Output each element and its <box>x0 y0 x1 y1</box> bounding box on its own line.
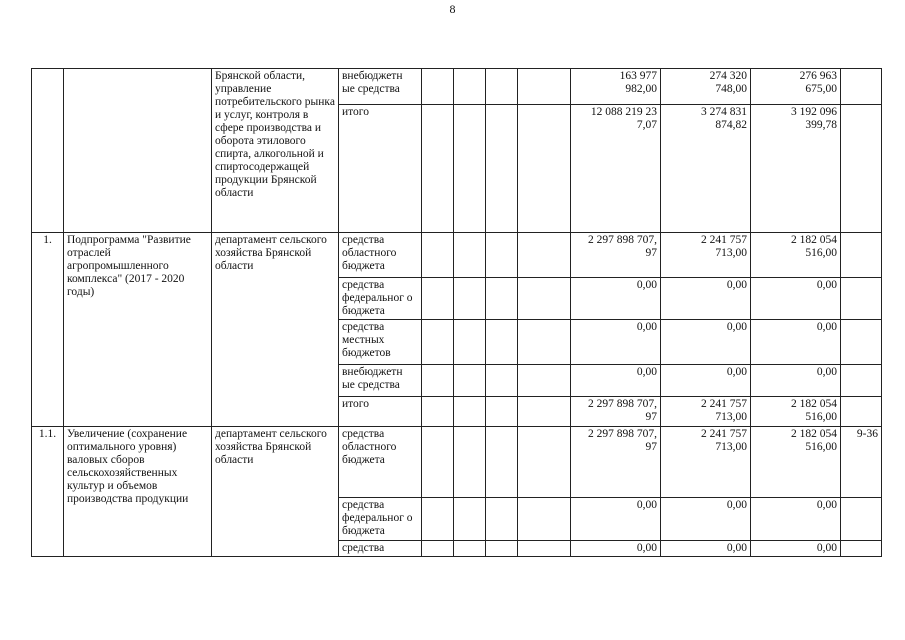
amount-2020: 2 182 054 516,00 <box>751 233 841 278</box>
table-row <box>32 233 882 278</box>
amount-2018: 163 977 982,00 <box>571 69 661 105</box>
funding-source: средства областного бюджета <box>339 233 422 278</box>
amount-2019: 0,00 <box>661 365 751 397</box>
executor: Брянской области, управление потребительского рынка и услуг, контроля в сфере производства и оборота этилового спирта, алкогольной и спиртосодержащей продукции Брянской области <box>212 69 339 233</box>
result-index <box>841 541 882 557</box>
measure-name: Увеличение (сохранение оптимального уровня) валовых сборов сельскохозяйственных культур и объемов производства продукции <box>64 427 212 557</box>
amount-2018: 0,00 <box>571 320 661 365</box>
funding-source: внебюджетн ые средства <box>339 365 422 397</box>
amount-2018: 0,00 <box>571 278 661 320</box>
result-index <box>841 498 882 541</box>
amount-2019: 2 241 757 713,00 <box>661 427 751 498</box>
row-index <box>32 69 64 233</box>
amount-2019: 0,00 <box>661 320 751 365</box>
funding-source: средства областного бюджета <box>339 427 422 498</box>
amount-2019: 2 241 757 713,00 <box>661 397 751 427</box>
amount-2020: 0,00 <box>751 278 841 320</box>
amount-2019: 2 241 757 713,00 <box>661 233 751 278</box>
result-index: 9-36 <box>841 427 882 498</box>
funding-source: итого <box>339 397 422 427</box>
amount-2019: 274 320 748,00 <box>661 69 751 105</box>
amount-2018: 0,00 <box>571 541 661 557</box>
amount-2020: 276 963 675,00 <box>751 69 841 105</box>
table-row <box>32 427 882 498</box>
budget-table <box>31 68 882 557</box>
amount-2020: 0,00 <box>751 498 841 541</box>
amount-2020: 0,00 <box>751 320 841 365</box>
funding-source: средства местных бюджетов <box>339 320 422 365</box>
amount-2019: 0,00 <box>661 278 751 320</box>
result-index <box>841 397 882 427</box>
amount-2019: 0,00 <box>661 498 751 541</box>
amount-2018: 2 297 898 707, 97 <box>571 397 661 427</box>
amount-2019: 0,00 <box>661 541 751 557</box>
executor: департамент сельского хозяйства Брянской области <box>212 233 339 427</box>
amount-2020: 3 192 096 399,78 <box>751 105 841 233</box>
amount-2020: 0,00 <box>751 541 841 557</box>
row-index: 1.1. <box>32 427 64 557</box>
funding-source: итого <box>339 105 422 233</box>
amount-2018: 12 088 219 23 7,07 <box>571 105 661 233</box>
result-index <box>841 278 882 320</box>
result-index <box>841 105 882 233</box>
amount-2018: 2 297 898 707, 97 <box>571 427 661 498</box>
amount-2020: 0,00 <box>751 365 841 397</box>
amount-2018: 0,00 <box>571 365 661 397</box>
result-index <box>841 69 882 105</box>
amount-2020: 2 182 054 516,00 <box>751 397 841 427</box>
page-number: 8 <box>449 2 456 16</box>
amount-2018: 2 297 898 707, 97 <box>571 233 661 278</box>
funding-source: внебюджетн ые средства <box>339 69 422 105</box>
funding-source: средства <box>339 541 422 557</box>
funding-source: средства федеральног о бюджета <box>339 498 422 541</box>
result-index <box>841 320 882 365</box>
funding-source: средства федеральног о бюджета <box>339 278 422 320</box>
amount-2018: 0,00 <box>571 498 661 541</box>
row-index: 1. <box>32 233 64 427</box>
measure-name: Подпрограмма "Развитие отраслей агропромышленного комплекса" (2017 - 2020 годы) <box>64 233 212 427</box>
executor: департамент сельского хозяйства Брянской области <box>212 427 339 557</box>
result-index <box>841 233 882 278</box>
amount-2019: 3 274 831 874,82 <box>661 105 751 233</box>
result-index <box>841 365 882 397</box>
measure-name <box>64 69 212 233</box>
table-row <box>32 69 882 105</box>
amount-2020: 2 182 054 516,00 <box>751 427 841 498</box>
